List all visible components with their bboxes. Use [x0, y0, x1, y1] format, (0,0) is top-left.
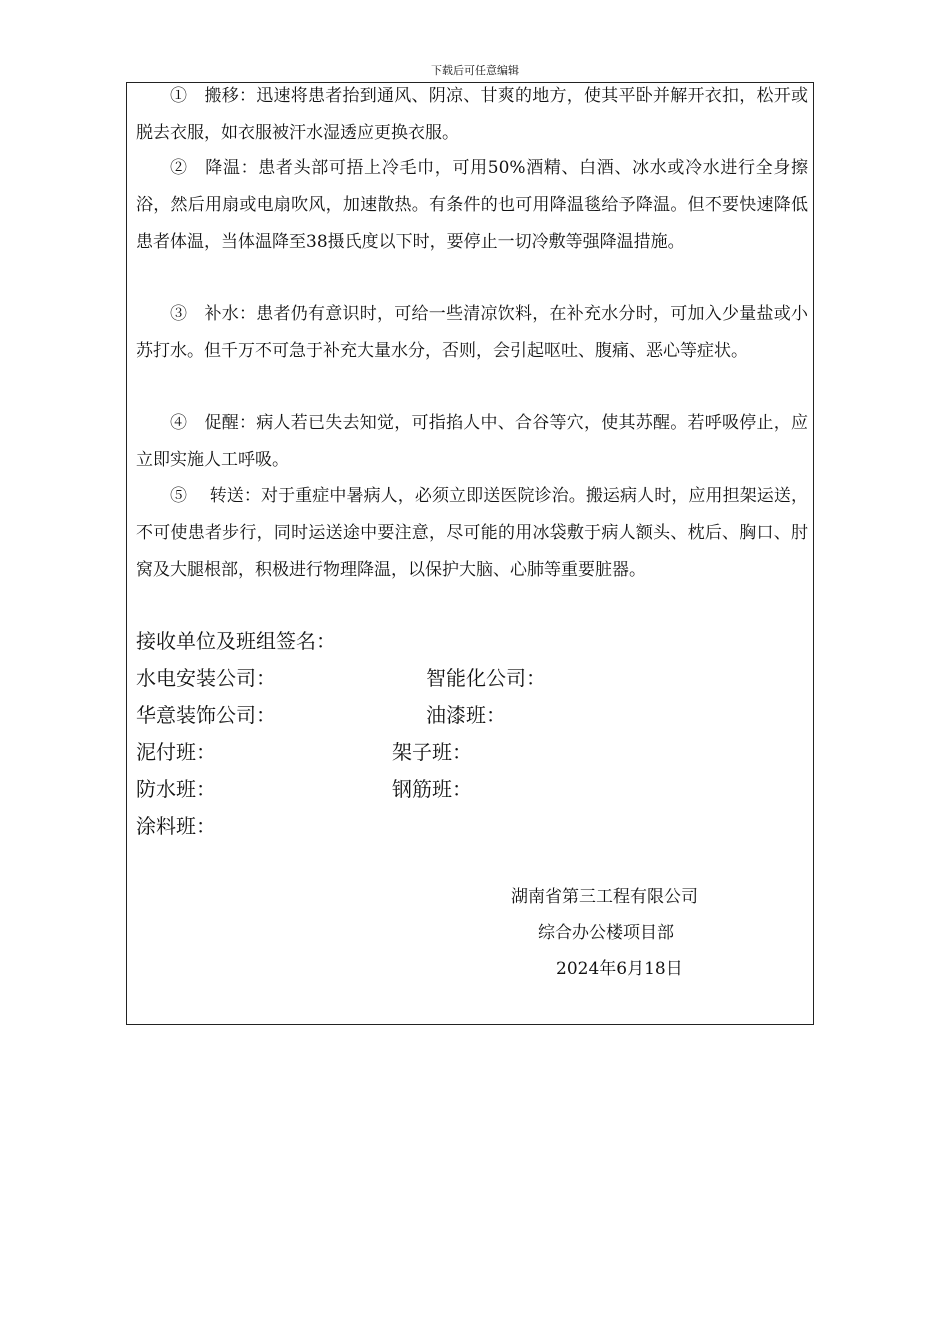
paragraph-transfer: ⑤ 转送：对于重症中暑病人，必须立即送医院诊治。搬运病人时，应用担架运送，不可使患者步行，同时运送途中要注意，尽可能的用冰袋敷于病人额头、枕后、胸口、肘窝及大腿根部，积极进行物理降温，以保护大脑、心肺等重要脏器。 [136, 486, 808, 580]
paragraph-cooling: ② 降温：患者头部可捂上冷毛巾，可用50%酒精、白酒、冰水或冷水进行全身擦浴，然后用扇或电扇吹风，加速散热。有条件的也可用降温毯给予降温。但不要快速降低患者体温，当体温降至38摄氏度以下时，要停止一切冷敷等强降温措施。 [136, 158, 808, 252]
paragraph-move: ① 搬移：迅速将患者抬到通风、阴凉、甘爽的地方，使其平卧并解开衣扣，松开或脱去衣服，如衣服被汗水湿透应更换衣服。 [136, 86, 808, 143]
signature-title: 接收单位及班组签名： [136, 629, 336, 653]
footer-project: 综合办公楼项目部 [538, 923, 674, 943]
paragraph-hydration: ③ 补水：患者仍有意识时，可给一些清凉饮料，在补充水分时，可加入少量盐或小苏打水。但千万不可急于补充大量水分，否则，会引起呕吐、腹痛、恶心等症状。 [136, 304, 808, 361]
footer-date: 2024年6月18日 [556, 959, 683, 979]
signature-fangshui: 防水班： [136, 777, 216, 801]
footer-company: 湖南省第三工程有限公司 [511, 887, 698, 907]
signature-jiazi: 架子班： [392, 740, 472, 764]
signature-nifu: 泥付班： [136, 740, 216, 764]
paragraph-revive: ④ 促醒：病人若已失去知觉，可指掐人中、合谷等穴，使其苏醒。若呼吸停止，应立即实施人工呼吸。 [136, 413, 808, 470]
signature-youqi: 油漆班： [426, 703, 506, 727]
signature-huayi: 华意装饰公司： [136, 703, 276, 727]
page-header: 下载后可任意编辑 [431, 64, 519, 77]
signature-gangjin: 钢筋班： [392, 777, 472, 801]
signature-tuliao: 涂料班： [136, 814, 216, 838]
signature-shuidian: 水电安装公司： [136, 666, 276, 690]
signature-zhineng: 智能化公司： [426, 666, 546, 690]
